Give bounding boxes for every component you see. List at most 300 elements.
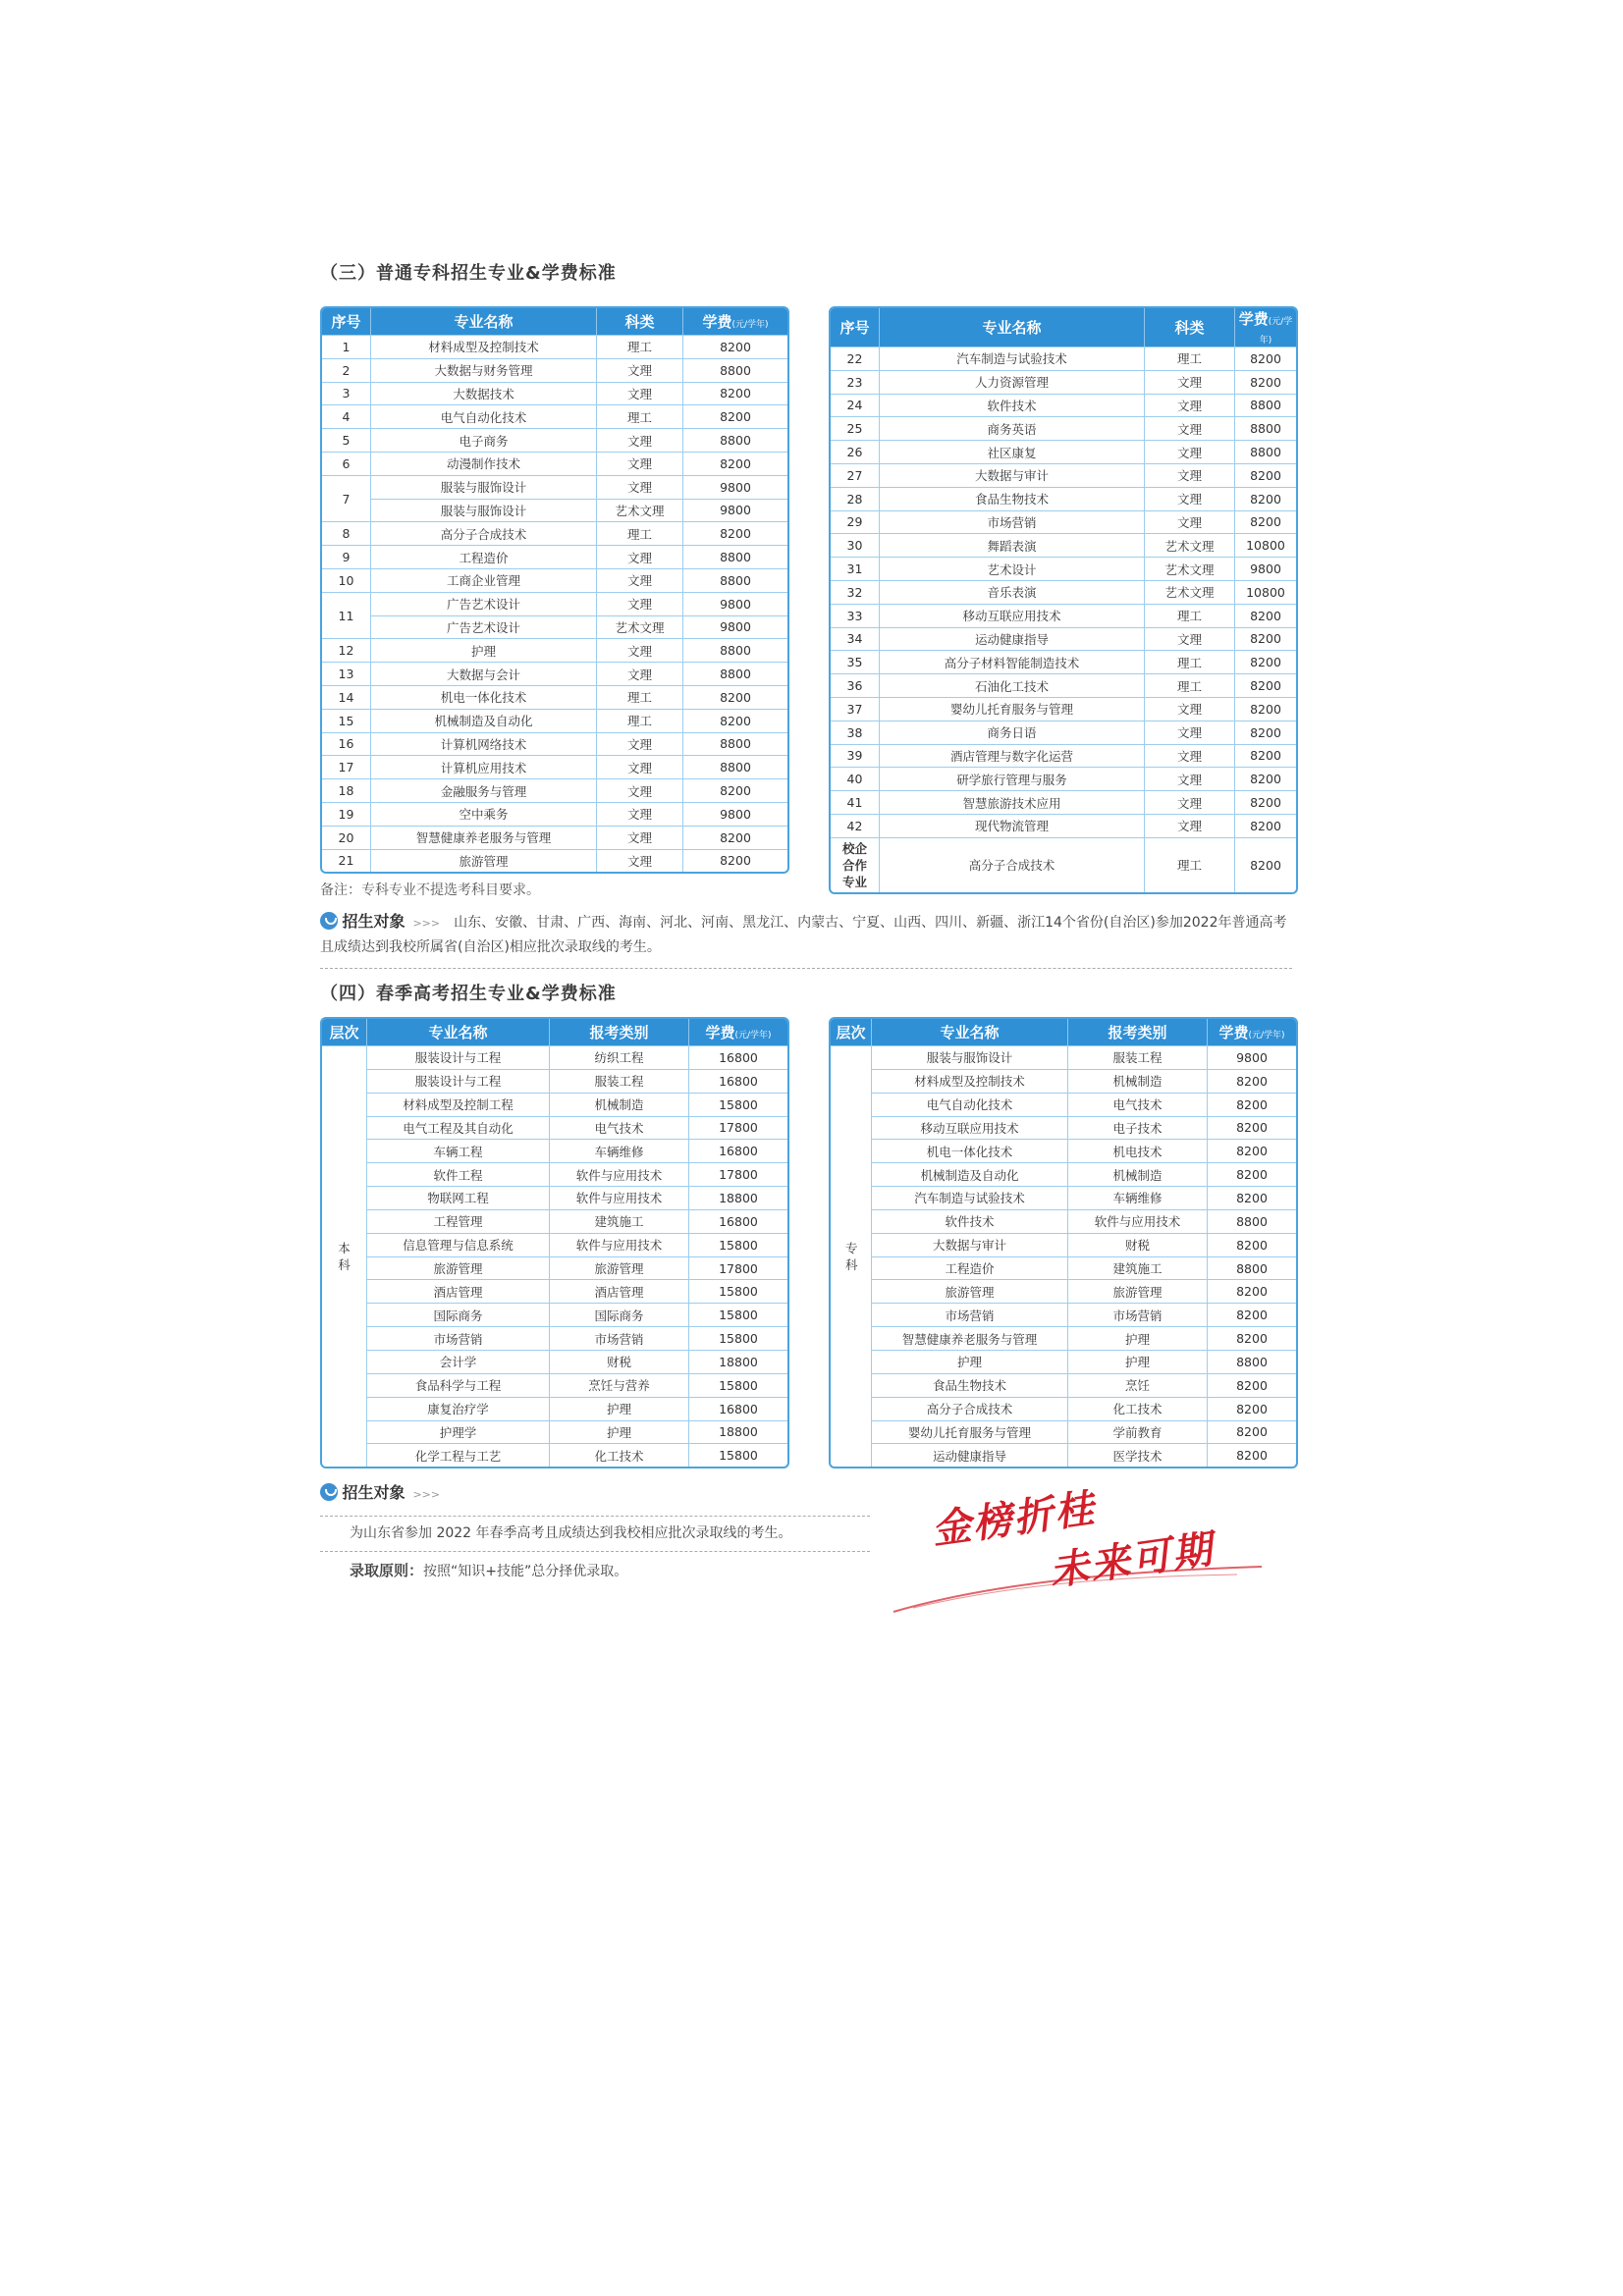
cell-fee: 8800 (1208, 1350, 1296, 1373)
cell-no: 37 (831, 697, 880, 721)
table-row (831, 580, 1296, 604)
cell-no: 21 (322, 849, 371, 873)
cell-category: 艺术文理 (1145, 533, 1235, 557)
cell-major: 商务日语 (880, 721, 1145, 744)
cell-fee: 8200 (1235, 650, 1296, 673)
cell-fee: 8200 (683, 452, 787, 475)
cell-category: 文理 (597, 662, 683, 685)
cell-category: 文理 (1145, 697, 1235, 721)
cell-fee: 8800 (683, 568, 787, 592)
cell-exam-category: 建筑施工 (550, 1209, 689, 1233)
table-header-row (831, 1019, 1296, 1045)
slogan-line1: 金榜折桂 (928, 1484, 1099, 1554)
table-row (322, 662, 787, 685)
cell-category: 文理 (1145, 370, 1235, 394)
table-row (831, 814, 1296, 837)
cell-fee: 8200 (1235, 627, 1296, 651)
cell-exam-category: 国际商务 (550, 1303, 689, 1326)
cell-major: 商务英语 (880, 416, 1145, 440)
table-row (322, 592, 787, 615)
table-row (322, 1397, 787, 1420)
cell-fee: 8200 (1208, 1373, 1296, 1397)
cell-fee: 17800 (689, 1162, 787, 1186)
table-row (322, 1256, 787, 1280)
cell-major: 社区康复 (880, 440, 1145, 463)
table-row (322, 452, 787, 475)
cell-no: 校企合作专业 (831, 837, 880, 892)
cell-no: 2 (322, 358, 371, 382)
cell-fee: 18800 (689, 1186, 787, 1209)
cell-exam-category: 护理 (550, 1420, 689, 1444)
cell-no: 19 (322, 802, 371, 826)
cell-major: 大数据与财务管理 (371, 358, 597, 382)
cell-major: 国际商务 (367, 1303, 550, 1326)
cell-fee: 8200 (1208, 1326, 1296, 1350)
table-row (322, 428, 787, 452)
table-row (322, 1420, 787, 1444)
cell-fee: 8200 (1235, 463, 1296, 487)
dashed-divider (320, 968, 1292, 969)
table-row (831, 557, 1296, 580)
cell-major: 现代物流管理 (880, 814, 1145, 837)
cell-category: 文理 (1145, 416, 1235, 440)
cell-exam-category: 财税 (1068, 1233, 1208, 1256)
cell-major: 旅游管理 (371, 849, 597, 873)
header-fee-unit: (元/学年) (1259, 317, 1293, 346)
table-row (322, 521, 787, 545)
header-fee-unit: (元/学年) (1248, 1031, 1285, 1041)
cell-fee: 8200 (1235, 487, 1296, 510)
cell-no: 27 (831, 463, 880, 487)
cell-fee: 8200 (1235, 744, 1296, 768)
table-row (831, 487, 1296, 510)
table-row (831, 673, 1296, 697)
cell-no: 3 (322, 382, 371, 405)
slogan-line2: 未来可期 (1046, 1525, 1217, 1595)
cell-major: 机电一体化技术 (872, 1139, 1068, 1162)
cell-fee: 8200 (683, 521, 787, 545)
header-fee-unit: (元/学年) (731, 320, 769, 330)
cell-no: 26 (831, 440, 880, 463)
cell-no: 14 (322, 685, 371, 709)
table-row (831, 1373, 1296, 1397)
cell-category: 文理 (1145, 440, 1235, 463)
cell-fee: 9800 (1235, 557, 1296, 580)
cell-major: 大数据与审计 (872, 1233, 1068, 1256)
cell-exam-category: 车辆维修 (550, 1139, 689, 1162)
cell-fee: 10800 (1235, 580, 1296, 604)
table-row (322, 335, 787, 358)
cell-major: 电气自动化技术 (872, 1093, 1068, 1116)
cell-major: 婴幼儿托育服务与管理 (880, 697, 1145, 721)
cell-no: 39 (831, 744, 880, 768)
cell-no: 16 (322, 732, 371, 756)
section4-target (320, 1480, 454, 1507)
cell-major: 大数据与审计 (880, 463, 1145, 487)
cell-no: 29 (831, 510, 880, 534)
cell-no: 31 (831, 557, 880, 580)
cell-fee: 8800 (1208, 1209, 1296, 1233)
cell-fee: 8200 (1208, 1162, 1296, 1186)
cell-major: 会计学 (367, 1350, 550, 1373)
cell-major: 舞蹈表演 (880, 533, 1145, 557)
cell-fee: 8800 (1235, 394, 1296, 417)
cell-category: 文理 (597, 732, 683, 756)
cell-fee: 9800 (683, 802, 787, 826)
cell-major: 工程造价 (872, 1256, 1068, 1280)
cell-exam-category: 服装工程 (550, 1069, 689, 1093)
cell-exam-category: 财税 (550, 1350, 689, 1373)
cell-no: 30 (831, 533, 880, 557)
cell-fee: 8200 (1235, 604, 1296, 627)
cell-exam-category: 医学技术 (1068, 1443, 1208, 1467)
table-row (831, 1420, 1296, 1444)
table-row (322, 358, 787, 382)
cell-exam-category: 化工技术 (1068, 1397, 1208, 1420)
cell-exam-category: 电子技术 (1068, 1116, 1208, 1140)
table-row (322, 709, 787, 732)
cell-major: 广告艺术设计 (371, 615, 597, 639)
table-row (831, 1326, 1296, 1350)
table-row (322, 1303, 787, 1326)
cell-no: 36 (831, 673, 880, 697)
cell-fee: 8200 (683, 849, 787, 873)
cell-major: 机电一体化技术 (371, 685, 597, 709)
cell-exam-category: 软件与应用技术 (1068, 1209, 1208, 1233)
cell-no: 13 (322, 662, 371, 685)
cell-major: 音乐表演 (880, 580, 1145, 604)
cell-major: 婴幼儿托育服务与管理 (872, 1420, 1068, 1444)
table-row (322, 1093, 787, 1116)
cell-major: 汽车制造与试验技术 (880, 347, 1145, 370)
table-row (322, 1443, 787, 1467)
cell-major: 高分子合成技术 (880, 837, 1145, 892)
cell-major: 材料成型及控制技术 (371, 335, 597, 358)
cell-major: 服装设计与工程 (367, 1045, 550, 1069)
table-row (831, 1350, 1296, 1373)
cell-major: 移动互联应用技术 (880, 604, 1145, 627)
cell-fee: 8800 (683, 358, 787, 382)
table-row (831, 370, 1296, 394)
header-fee-label: 学费 (1218, 1024, 1249, 1041)
header-category: 科类 (1145, 308, 1235, 347)
cell-category: 文理 (597, 382, 683, 405)
cell-major: 信息管理与信息系统 (367, 1233, 550, 1256)
table-row (322, 849, 787, 873)
cell-category: 文理 (1145, 744, 1235, 768)
cell-major: 材料成型及控制工程 (367, 1093, 550, 1116)
cell-exam-category: 化工技术 (550, 1443, 689, 1467)
table-row (831, 1186, 1296, 1209)
cell-fee: 15800 (689, 1233, 787, 1256)
cell-fee: 15800 (689, 1303, 787, 1326)
level-label: 本科 (338, 1241, 351, 1273)
cell-fee: 9800 (1208, 1045, 1296, 1069)
admission-label: 录取原则： (350, 1562, 424, 1579)
table-row (831, 1139, 1296, 1162)
table-row (322, 1279, 787, 1303)
table-header-row (322, 308, 787, 335)
table-row (322, 685, 787, 709)
cell-no: 35 (831, 650, 880, 673)
cell-fee: 17800 (689, 1116, 787, 1140)
admission-text: 按照“知识+技能”总分择优录取。 (423, 1564, 628, 1579)
cell-fee: 8200 (1208, 1303, 1296, 1326)
section4-title: （四）春季高考招生专业&学费标准 (320, 984, 617, 1004)
header-fee-label: 学费 (1238, 310, 1269, 328)
table-row (831, 394, 1296, 417)
cell-level (322, 1045, 367, 1467)
header-no: 序号 (831, 308, 880, 347)
cell-fee: 8200 (1208, 1139, 1296, 1162)
cell-fee: 8200 (683, 335, 787, 358)
cell-category: 理工 (1145, 604, 1235, 627)
cell-major: 移动互联应用技术 (872, 1116, 1068, 1140)
table-row (831, 627, 1296, 651)
cell-fee: 8800 (1235, 440, 1296, 463)
cell-exam-category: 烹饪 (1068, 1373, 1208, 1397)
cell-fee: 16800 (689, 1397, 787, 1420)
cell-category: 艺术文理 (1145, 580, 1235, 604)
cell-category: 艺术文理 (1145, 557, 1235, 580)
cell-category: 理工 (597, 521, 683, 545)
cell-major: 运动健康指导 (880, 627, 1145, 651)
table-row (831, 1303, 1296, 1326)
cell-exam-category: 服装工程 (1068, 1045, 1208, 1069)
header-level: 层次 (831, 1019, 872, 1045)
cell-category: 文理 (597, 568, 683, 592)
table-row (322, 778, 787, 802)
cell-fee: 8200 (1235, 347, 1296, 370)
cell-fee: 9800 (683, 475, 787, 499)
section3-note: 备注：专科专业不提选考科目要求。 (320, 882, 540, 898)
table-row (831, 1443, 1296, 1467)
cell-fee: 15800 (689, 1279, 787, 1303)
section4-left-table (320, 1017, 789, 1468)
cell-fee: 15800 (689, 1326, 787, 1350)
cell-major: 工程管理 (367, 1209, 550, 1233)
table-row (322, 1373, 787, 1397)
header-level: 层次 (322, 1019, 367, 1045)
cell-no: 41 (831, 790, 880, 814)
table-row (831, 1397, 1296, 1420)
cell-category: 理工 (1145, 673, 1235, 697)
cell-no: 7 (322, 475, 371, 522)
cell-no: 4 (322, 404, 371, 428)
cell-category: 文理 (597, 358, 683, 382)
cell-fee: 8200 (1208, 1420, 1296, 1444)
cell-major: 智慧健康养老服务与管理 (371, 826, 597, 849)
cell-no: 42 (831, 814, 880, 837)
table-row (831, 1256, 1296, 1280)
cell-fee: 8800 (683, 545, 787, 568)
cell-fee: 8200 (1235, 790, 1296, 814)
header-major: 专业名称 (371, 308, 597, 335)
cell-major: 广告艺术设计 (371, 592, 597, 615)
cell-fee: 8800 (1208, 1256, 1296, 1280)
cell-major: 食品生物技术 (880, 487, 1145, 510)
header-exam-category: 报考类别 (1068, 1019, 1208, 1045)
cell-exam-category: 车辆维修 (1068, 1186, 1208, 1209)
cell-fee: 16800 (689, 1045, 787, 1069)
cell-fee: 8800 (683, 662, 787, 685)
table-row (831, 650, 1296, 673)
dashed-divider (320, 1516, 870, 1517)
cell-fee: 8200 (683, 826, 787, 849)
cell-fee: 8800 (683, 755, 787, 778)
table-row (831, 1093, 1296, 1116)
cell-major: 高分子合成技术 (872, 1397, 1068, 1420)
table-row (322, 1186, 787, 1209)
cell-no: 12 (322, 638, 371, 662)
cell-fee: 16800 (689, 1139, 787, 1162)
cell-major: 软件工程 (367, 1162, 550, 1186)
section3-title: （三）普通专科招生专业&学费标准 (320, 263, 617, 284)
cell-no: 15 (322, 709, 371, 732)
cell-exam-category: 护理 (1068, 1326, 1208, 1350)
cell-major: 服装设计与工程 (367, 1069, 550, 1093)
cell-major: 护理学 (367, 1420, 550, 1444)
cell-major: 康复治疗学 (367, 1397, 550, 1420)
table-row (322, 1162, 787, 1186)
cell-fee: 8800 (683, 732, 787, 756)
cell-no: 38 (831, 721, 880, 744)
table-header-row (831, 308, 1296, 347)
cell-no: 18 (322, 778, 371, 802)
header-fee-label: 学费 (705, 1024, 735, 1041)
cell-exam-category: 酒店管理 (550, 1279, 689, 1303)
cell-category: 理工 (1145, 650, 1235, 673)
cell-category: 文理 (1145, 394, 1235, 417)
cell-exam-category: 旅游管理 (550, 1256, 689, 1280)
cell-fee: 10800 (1235, 533, 1296, 557)
cell-exam-category: 机械制造 (1068, 1069, 1208, 1093)
cell-fee: 16800 (689, 1209, 787, 1233)
header-fee-unit: (元/学年) (734, 1031, 772, 1041)
cell-major: 人力资源管理 (880, 370, 1145, 394)
cell-category: 文理 (1145, 487, 1235, 510)
table-row (831, 416, 1296, 440)
cell-exam-category: 纺织工程 (550, 1045, 689, 1069)
cell-major: 化学工程与工艺 (367, 1443, 550, 1467)
table-row (831, 744, 1296, 768)
cell-category: 文理 (597, 638, 683, 662)
header-major: 专业名称 (367, 1019, 550, 1045)
table-row (831, 767, 1296, 790)
cell-fee: 8200 (683, 404, 787, 428)
cell-exam-category: 市场营销 (1068, 1303, 1208, 1326)
cell-no: 6 (322, 452, 371, 475)
cell-major: 石油化工技术 (880, 673, 1145, 697)
table-row (831, 790, 1296, 814)
section3-left-table (320, 306, 789, 874)
cell-no: 17 (322, 755, 371, 778)
target-text: 山东、安徽、甘肃、广西、海南、河北、河南、黑龙江、内蒙古、宁夏、山西、四川、新疆、浙江14个省份(自治区)参加2022年普通高考且成绩达到我校所属省(自治区)相应批次录取线的考生。 (320, 915, 1287, 955)
cell-major: 物联网工程 (367, 1186, 550, 1209)
cell-fee: 15800 (689, 1373, 787, 1397)
cell-major: 软件技术 (872, 1209, 1068, 1233)
cell-category: 理工 (597, 404, 683, 428)
section4-target-text: 为山东省参加 2022 年春季高考且成绩达到我校相应批次录取线的考生。 (350, 1525, 792, 1541)
cell-fee: 8200 (1208, 1093, 1296, 1116)
cell-category: 文理 (597, 802, 683, 826)
cell-category: 文理 (597, 826, 683, 849)
table-row (322, 1350, 787, 1373)
cell-fee: 8200 (683, 778, 787, 802)
table-row (322, 1209, 787, 1233)
cell-fee: 8200 (1208, 1443, 1296, 1467)
cell-fee: 9800 (683, 592, 787, 615)
table-row (322, 615, 787, 639)
cell-major: 动漫制作技术 (371, 452, 597, 475)
table-row (831, 1279, 1296, 1303)
table-row (831, 510, 1296, 534)
table-row (831, 1045, 1296, 1069)
cell-major: 市场营销 (872, 1303, 1068, 1326)
arrows-icon: >>> (412, 1488, 441, 1501)
table-row (322, 404, 787, 428)
table-row (322, 755, 787, 778)
table-row (322, 826, 787, 849)
cell-major: 大数据与会计 (371, 662, 597, 685)
section3-right-table (829, 306, 1298, 894)
target-label: 招生对象 (342, 912, 406, 931)
cell-category: 文理 (1145, 627, 1235, 651)
cell-category: 文理 (1145, 463, 1235, 487)
cell-major: 护理 (872, 1350, 1068, 1373)
table-row (322, 568, 787, 592)
cell-exam-category: 学前教育 (1068, 1420, 1208, 1444)
cell-exam-category: 软件与应用技术 (550, 1186, 689, 1209)
cell-exam-category: 烹饪与营养 (550, 1373, 689, 1397)
section4-right-table (829, 1017, 1298, 1468)
cell-category: 理工 (597, 685, 683, 709)
cell-category: 文理 (597, 592, 683, 615)
table-row (322, 1326, 787, 1350)
cell-major: 研学旅行管理与服务 (880, 767, 1145, 790)
header-fee (683, 308, 787, 335)
cell-major: 材料成型及控制技术 (872, 1069, 1068, 1093)
table-row (831, 604, 1296, 627)
admission-principle (350, 1559, 627, 1584)
cell-fee: 8200 (1235, 837, 1296, 892)
cell-no: 25 (831, 416, 880, 440)
cell-no: 20 (322, 826, 371, 849)
cell-category: 文理 (597, 475, 683, 499)
cell-fee: 9800 (683, 615, 787, 639)
cell-major: 运动健康指导 (872, 1443, 1068, 1467)
table-header-row (322, 1019, 787, 1045)
table-row (831, 440, 1296, 463)
cell-major: 酒店管理 (367, 1279, 550, 1303)
cell-category: 艺术文理 (597, 499, 683, 522)
cell-major: 服装与服饰设计 (872, 1045, 1068, 1069)
cell-level (831, 1045, 872, 1467)
cell-no: 33 (831, 604, 880, 627)
table-row (831, 533, 1296, 557)
cell-fee: 8200 (1208, 1116, 1296, 1140)
cell-major: 食品科学与工程 (367, 1373, 550, 1397)
table-row (831, 837, 1296, 892)
table-row (322, 1139, 787, 1162)
cell-no: 23 (831, 370, 880, 394)
cell-exam-category: 机械制造 (1068, 1162, 1208, 1186)
cell-major: 电气工程及其自动化 (367, 1116, 550, 1140)
cell-no: 11 (322, 592, 371, 639)
cell-category: 文理 (1145, 767, 1235, 790)
dashed-divider (320, 1551, 870, 1552)
cell-category: 文理 (1145, 814, 1235, 837)
